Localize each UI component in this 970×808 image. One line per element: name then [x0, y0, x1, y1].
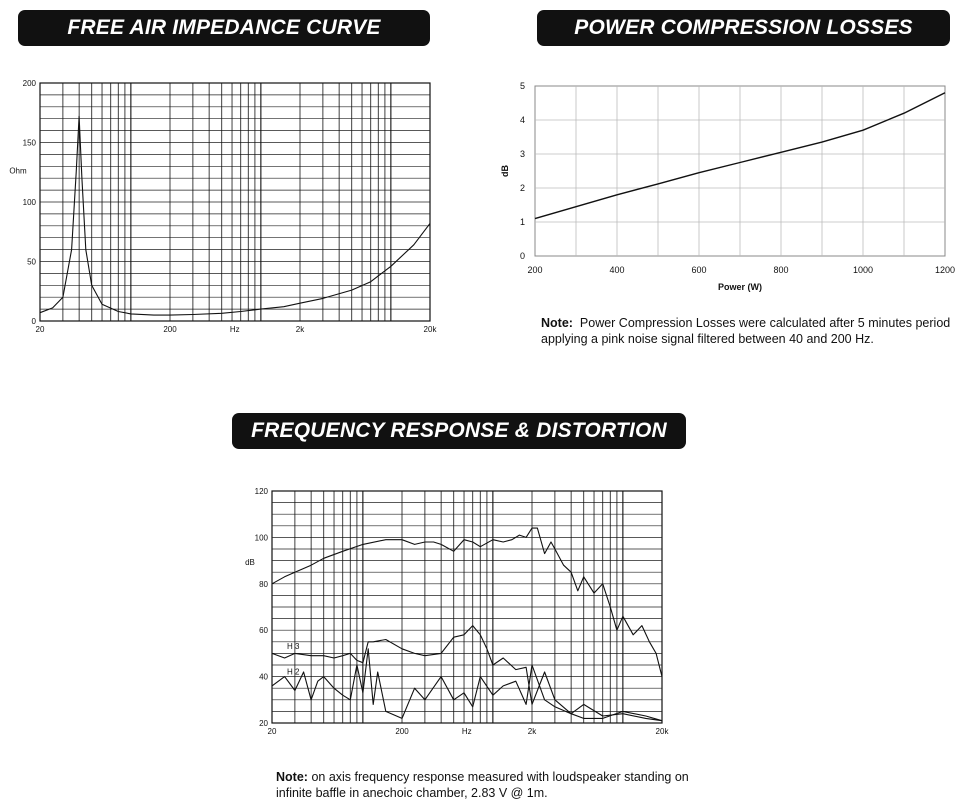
frequency-ytick-label: 60 [259, 626, 268, 636]
frequency-ytick-label: 40 [259, 672, 268, 682]
compression-chart [480, 70, 960, 310]
compression-xtick-label: 400 [609, 265, 625, 275]
banner-compression-title: POWER COMPRESSION LOSSES [537, 10, 950, 46]
impedance-ytick-label: 50 [27, 257, 36, 267]
frequency-xtick-label: 20k [655, 727, 669, 736]
frequency-series-label-2: H 2 [287, 667, 300, 677]
frequency-note-text: on axis frequency response measured with loudspeaker standing on infinite baffle in anechoic chamber, 2.83 V @ 1m. [276, 770, 689, 800]
compression-ytick-label: 3 [519, 149, 525, 159]
compression-xtick-label: 600 [691, 265, 707, 275]
frequency-xtick-label: 2k [527, 727, 537, 736]
frequency-chart [230, 480, 680, 750]
compression-ytick-label: 4 [519, 115, 525, 125]
compression-ylabel: dB [500, 165, 510, 177]
compression-ytick-label: 1 [519, 217, 525, 227]
impedance-chart [0, 70, 450, 350]
frequency-ytick-label: 20 [259, 719, 268, 728]
frequency-xtick-label: 200 [395, 727, 409, 736]
impedance-xtick-label: 20k [423, 325, 437, 334]
frequency-xtick-label: 20 [267, 727, 277, 736]
impedance-ytick-label: 0 [31, 317, 36, 326]
impedance-xtick-label: 200 [163, 325, 177, 334]
impedance-xtick-label: 2k [295, 325, 305, 334]
compression-xlabel: Power (W) [718, 282, 762, 292]
compression-note [541, 315, 961, 347]
frequency-ytick-label: 120 [254, 487, 268, 496]
frequency-note-label: Note: [276, 770, 308, 784]
impedance-ylabel: Ohm [9, 166, 27, 176]
frequency-xlabel: Hz [461, 727, 472, 736]
compression-note-text: Power Compression Losses were calculated after 5 minutes period applying a pink noise signal filtered between 40 and 200 Hz. [541, 316, 951, 346]
compression-xtick-label: 800 [773, 265, 789, 275]
impedance-ytick-label: 200 [22, 79, 36, 88]
compression-xtick-label: 1200 [934, 265, 956, 275]
frequency-ylabel: dB [245, 558, 255, 568]
frequency-ytick-label: 100 [254, 533, 268, 543]
compression-ytick-label: 5 [519, 81, 525, 91]
banner-frequency-title: FREQUENCY RESPONSE & DISTORTION [232, 413, 686, 449]
compression-xtick-label: 1000 [852, 265, 874, 275]
banner-impedance-title: FREE AIR IMPEDANCE CURVE [18, 10, 430, 46]
compression-ytick-label: 2 [519, 183, 525, 193]
frequency-note [276, 769, 696, 801]
impedance-ytick-label: 100 [22, 198, 36, 207]
compression-xtick-label: 200 [527, 265, 543, 275]
impedance-xlabel: Hz [229, 325, 240, 334]
impedance-xtick-label: 20 [35, 325, 45, 334]
compression-note-label: Note: [541, 316, 573, 330]
frequency-series-label-1: H 3 [287, 641, 300, 651]
frequency-ytick-label: 80 [259, 579, 268, 589]
compression-ytick-label: 0 [519, 251, 525, 261]
impedance-ytick-label: 150 [22, 138, 36, 148]
